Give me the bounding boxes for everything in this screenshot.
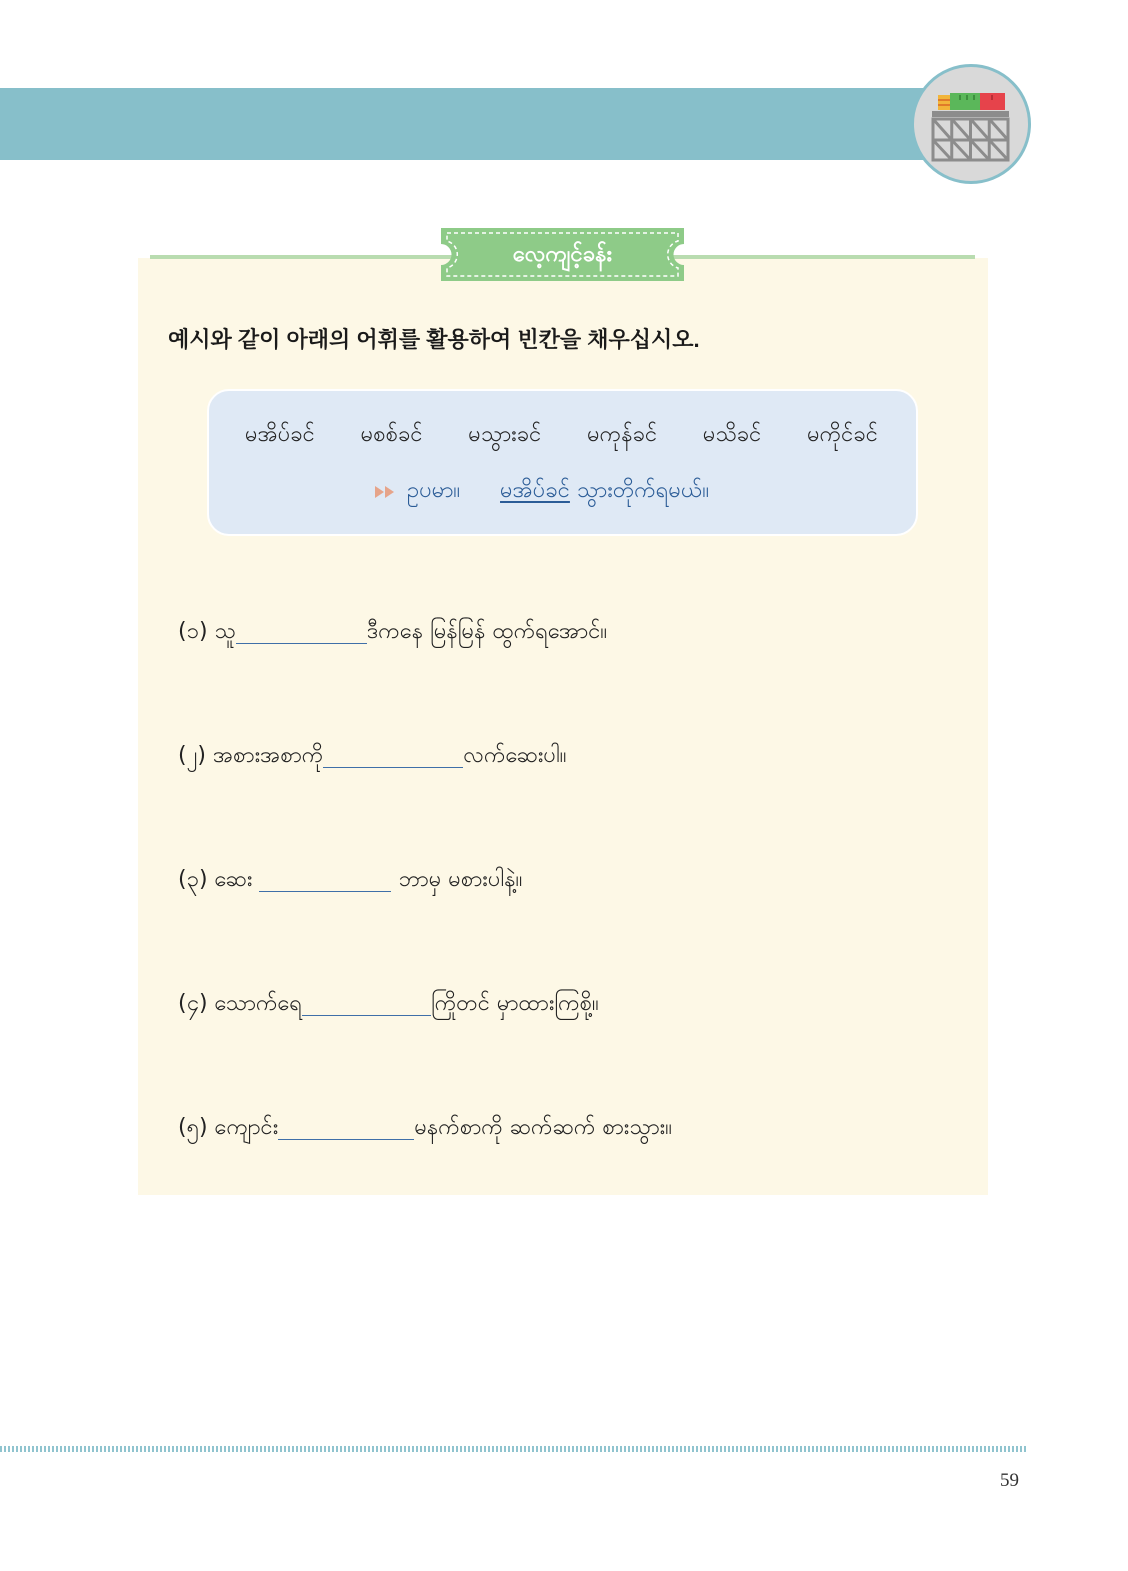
question-text-after: ကြိုတင် မှာထားကြစို့။	[431, 991, 599, 1016]
answer-blank	[236, 621, 367, 644]
example-answer: မအိပ်ခင်	[500, 478, 570, 503]
word-bank-item: မစစ်ခင်	[360, 422, 423, 447]
question-5	[178, 1112, 672, 1145]
question-3	[178, 864, 522, 897]
answer-blank	[259, 869, 391, 892]
question-number: (၂)	[178, 743, 206, 768]
word-bank-item: မကုန်ခင်	[587, 422, 658, 447]
word-bank-item: မသွားခင်	[468, 422, 542, 447]
word-bank-item: မကိုင်ခင်	[807, 422, 878, 447]
chapter-badge	[911, 64, 1031, 184]
question-text-before: အစားအစာကို	[212, 743, 324, 768]
question-number: (၃)	[178, 867, 208, 892]
word-bank-item: မသိခင်	[702, 422, 762, 447]
example-sentence	[375, 475, 709, 508]
question-number: (၄)	[178, 991, 208, 1016]
question-text-before: သူ	[214, 619, 236, 644]
answer-blank	[278, 1117, 414, 1140]
example-sentence-rest: သွားတိုက်ရမယ်။	[569, 478, 709, 503]
exercise-badge	[441, 228, 684, 281]
word-bank-box	[207, 389, 918, 536]
question-number: (၅)	[178, 1115, 208, 1140]
question-text-after: ဘာမှ မစားပါနဲ့။	[391, 867, 523, 892]
answer-blank	[323, 745, 463, 768]
question-text-before: ကျောင်း	[214, 1115, 279, 1140]
exercise-badge-label: လေ့ကျင့်ခန်း	[512, 242, 613, 267]
answer-blank	[302, 993, 431, 1016]
question-number: (၁)	[178, 619, 208, 644]
exercise-instruction: 예시와 같이 아래의 어휘를 활용하여 빈칸을 채우십시오.	[168, 327, 700, 352]
double-arrow-icon	[375, 486, 395, 498]
question-text-before: ဆေး	[214, 867, 260, 892]
question-2	[178, 740, 566, 773]
question-text-after: မနက်စာကို ဆက်ဆက် စားသွား။	[414, 1115, 672, 1140]
footer-divider	[0, 1446, 1026, 1452]
question-1	[178, 616, 607, 649]
question-4	[178, 988, 599, 1021]
question-text-after: ဒီကနေ မြန်မြန် ထွက်ရအောင်။	[366, 619, 608, 644]
word-bank-item: မအိပ်ခင်	[245, 422, 315, 447]
example-label: ဥပမာ။	[407, 478, 461, 503]
page-number: 59	[1000, 1470, 1019, 1491]
question-text-after: လက်ဆေးပါ။	[463, 743, 567, 768]
header-band	[0, 88, 962, 160]
question-text-before: သောက်ရေ	[214, 991, 303, 1016]
shelf-rack-icon	[914, 67, 1028, 181]
word-bank	[245, 419, 878, 452]
